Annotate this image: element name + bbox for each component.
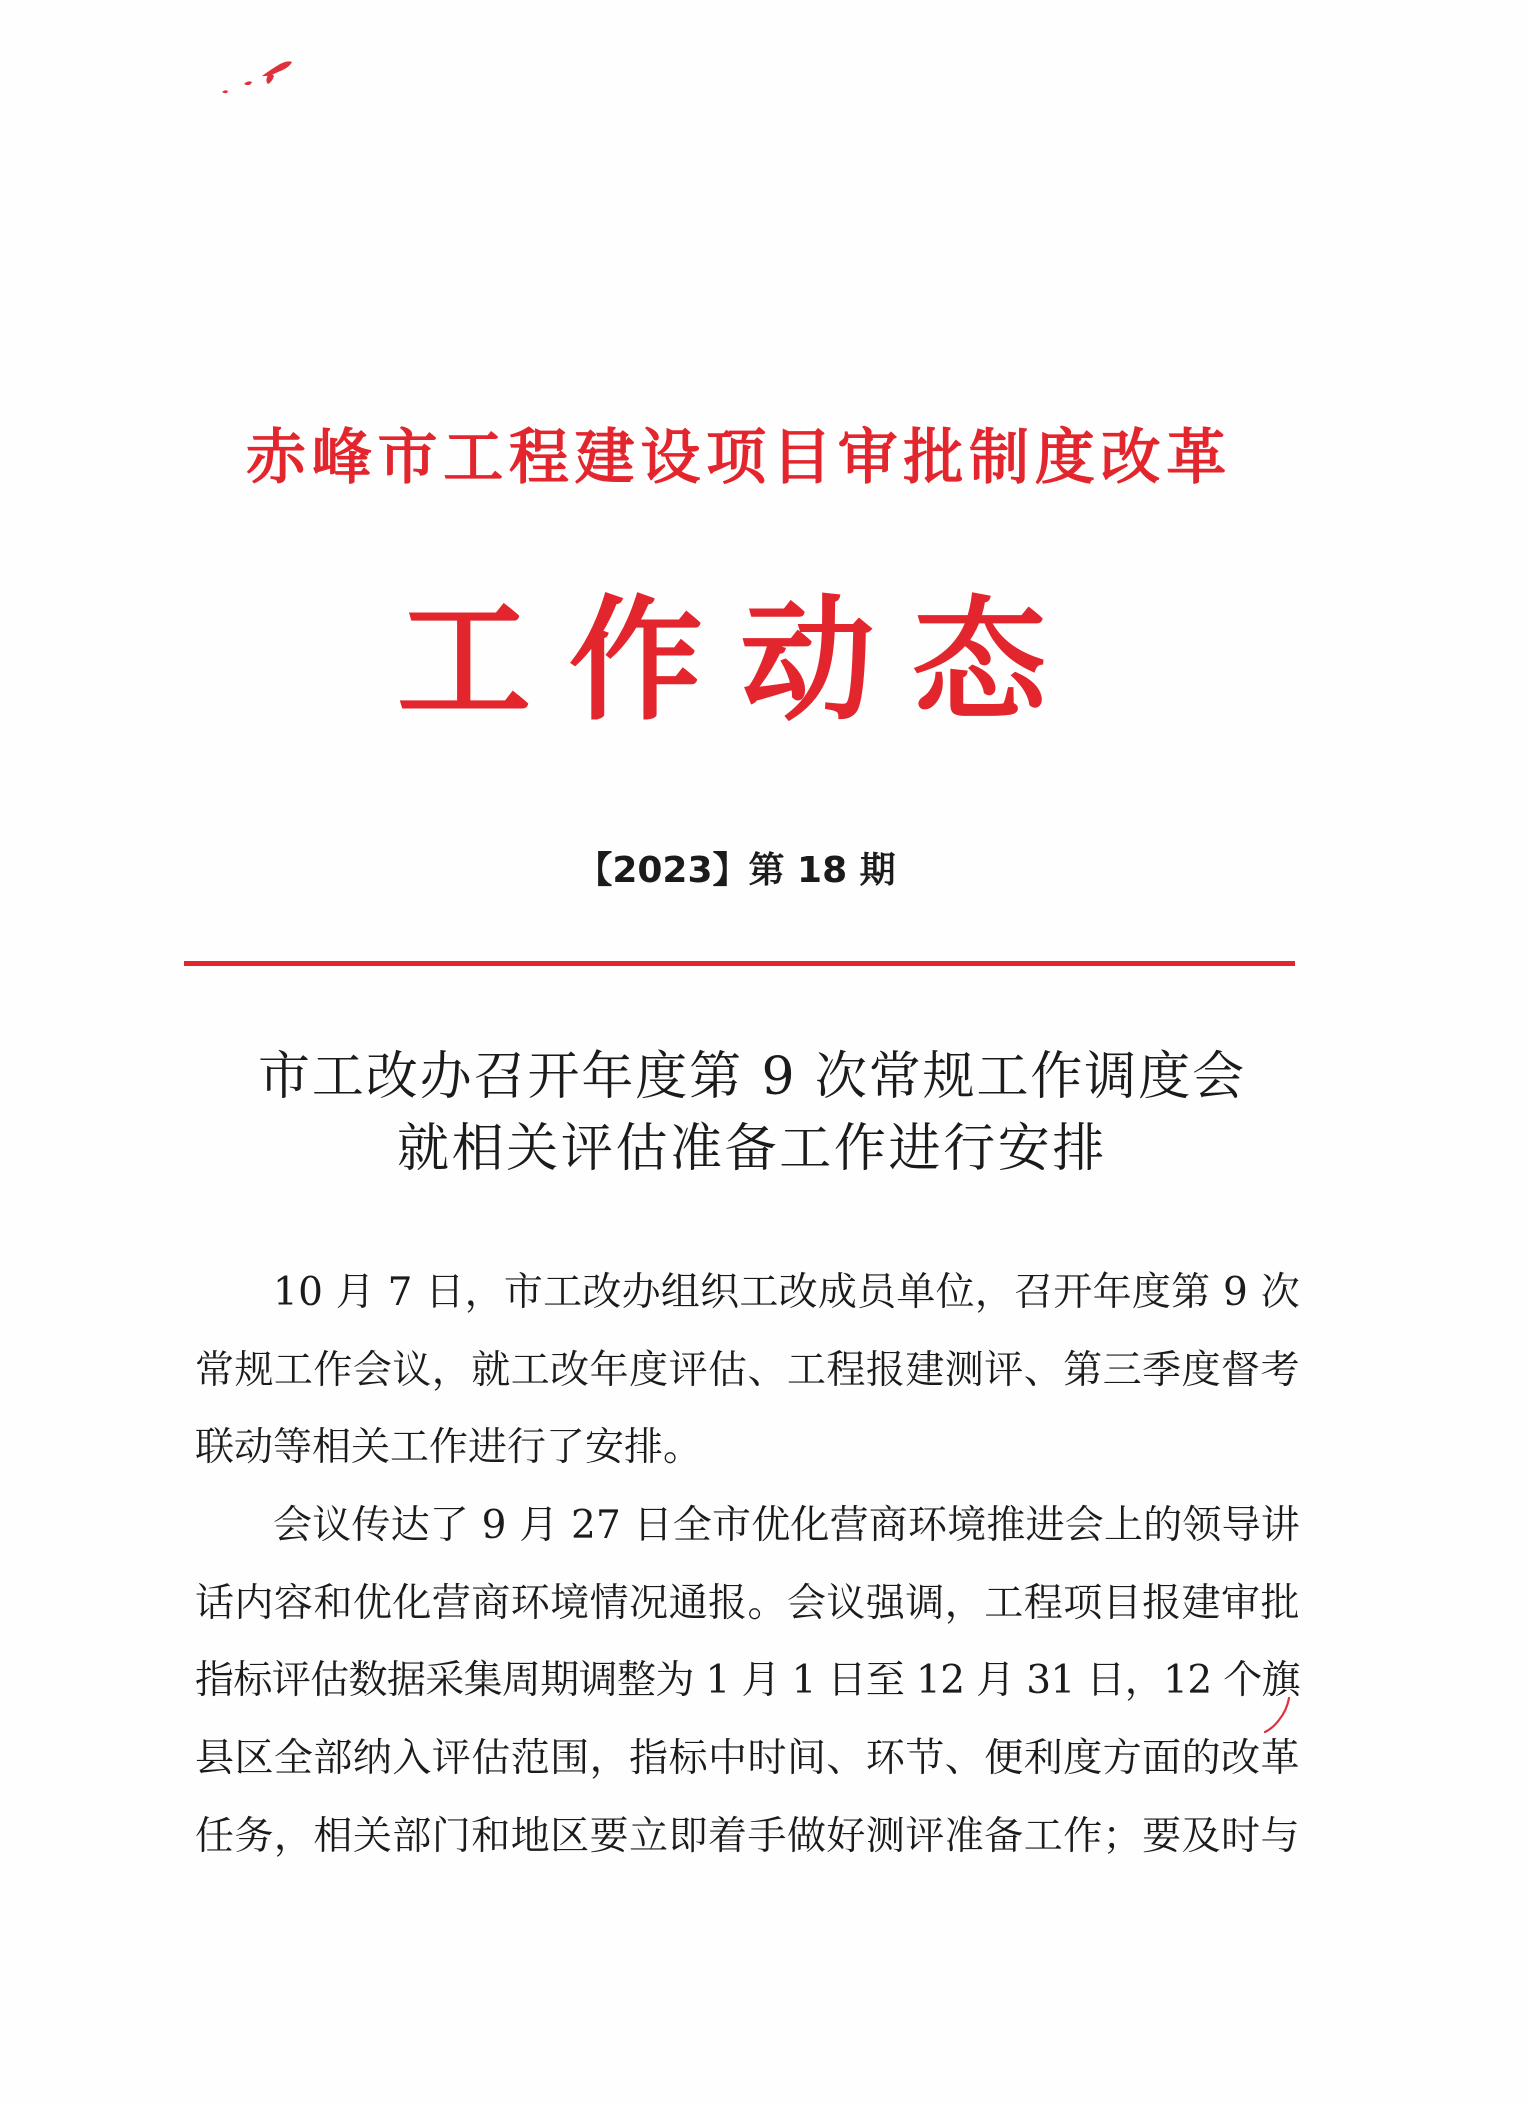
paragraph-line: 会议传达了 9 月 27 日全市优化营商环境推进会上的领导讲 bbox=[273, 1503, 1300, 1549]
article-body bbox=[195, 1254, 1300, 1876]
org-title: 赤峰市工程建设项目审批制度改革 bbox=[246, 423, 1232, 493]
issue-number: 【2023】第 18 期 bbox=[576, 850, 896, 891]
header-divider bbox=[184, 961, 1295, 966]
ink-mark bbox=[210, 50, 300, 105]
article-headline-line-2: 就相关评估准备工作进行安排 bbox=[397, 1119, 1107, 1179]
paragraph bbox=[195, 1254, 1300, 1487]
paragraph-line: 指标评估数据采集周期调整为 1 月 1 日至 12 月 31 日，12 个旗 bbox=[195, 1658, 1300, 1704]
paragraph-line: 话内容和优化营商环境情况通报。会议强调，工程项目报建审批 bbox=[195, 1580, 1300, 1626]
paragraph-line: 任务，相关部门和地区要立即着手做好测评准备工作；要及时与 bbox=[195, 1813, 1300, 1859]
paragraph bbox=[195, 1487, 1300, 1875]
publication-title: 工作动态 bbox=[397, 581, 1084, 739]
article-headline-line-1: 市工改办召开年度第 9 次常规工作调度会 bbox=[258, 1047, 1246, 1107]
ink-mark bbox=[1255, 1692, 1300, 1737]
paragraph-line: 联动等相关工作进行了安排。 bbox=[195, 1425, 703, 1471]
paragraph-line: 常规工作会议，就工改年度评估、工程报建测评、第三季度督考 bbox=[195, 1347, 1300, 1393]
paragraph-line: 县区全部纳入评估范围，指标中时间、环节、便利度方面的改革 bbox=[195, 1736, 1300, 1782]
paragraph-line: 10 月 7 日，市工改办组织工改成员单位，召开年度第 9 次 bbox=[273, 1270, 1300, 1315]
